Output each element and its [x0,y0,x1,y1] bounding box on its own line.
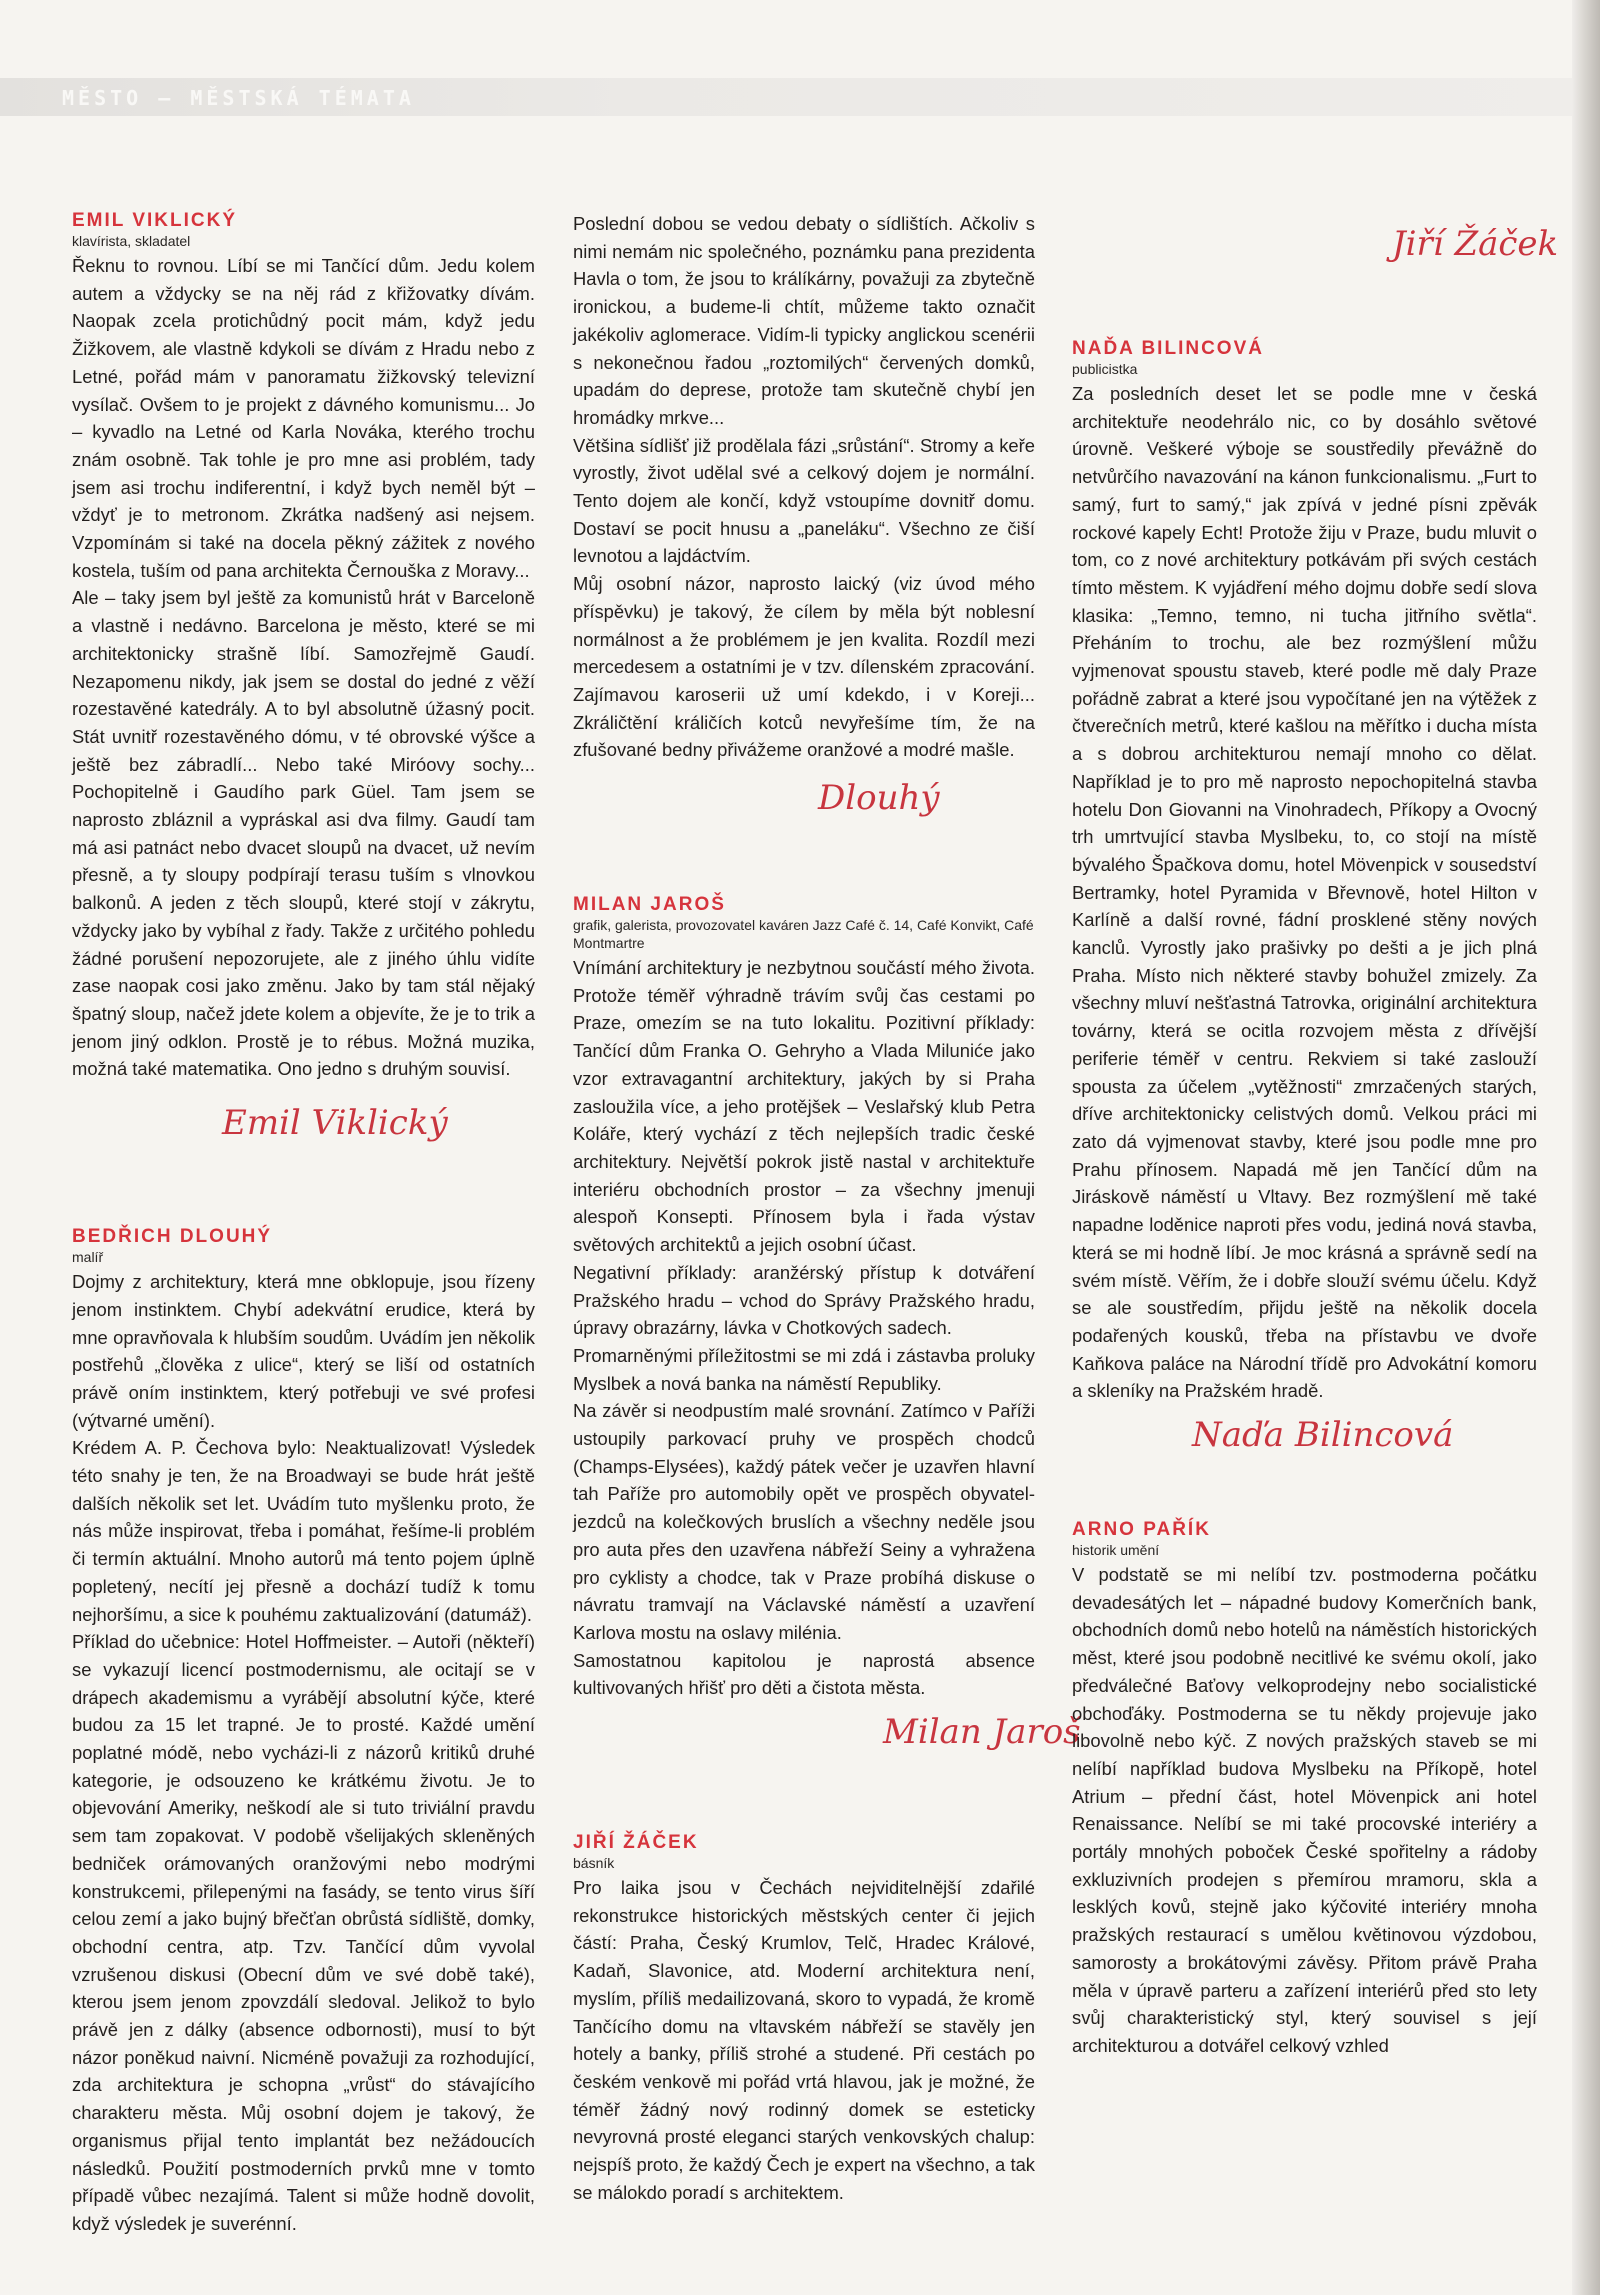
section-jaros [573,894,1081,1792]
paragraph: Negativní příklady: aranžérský přístup k dotváření Pražského hradu – vchod do Správy Pražského hradu, úpravy obrazárny, lávka v Chotkových sadech. [573,1261,1035,1339]
author-role: malíř [72,1249,104,1266]
paragraph: Na závěr si neodpustím malé srovnání. Zatímco v Paříži ustoupily parkovací pruhy ve prospěch chodců (Champs-Elysées), každý pátek večer je uzavřen hlavní tah Paříže pro automobily opět ve prospěch obyvatel-jezdců na kolečkových bruslích a všechny neděle jsou pro auta přes den uzavřena nábřeží Seiny a vyhražena pro cyklisty a chodce, tak v Praze probíhá diskuse o návratu tramvají na Václavské náměstí a uzavření Karlova mostu na oslavy milénia. [573,1400,1035,1643]
section-bilincova [1072,338,1537,1485]
paragraph: Řeknu to rovnou. Líbí se mi Tančící dům. Jedu kolem autem a vždycky se na něj rád z křižovatky dívám. Naopak zcela protichůdný pocit mám, když jedu Žižkovem, ale vlastně kdykoli se dívám z Hradu nebo z Letné, pořád mám v panoramatu žižkovský televizní vysílač. Ovšem to je projekt z dávného komunismu... Jo – kyvadlo na Letné od Karla Nováka, kterého trochu znám osobně. Tak tohle je pro mne asi problém, tady jsem asi trochu indiferentní, i když bych neměl být – vždyť je to metronom. Zkrátka nadšený asi nejsem. Vzpomínám si také na docela pěkný zážitek z nového kostela, tuším od pana architekta Černouška z Moravy... [72,255,535,581]
article-body [1072,1561,1537,2060]
author-name: MILAN JAROŠ [573,894,726,916]
article-body [72,1268,535,2238]
author-role: básník [573,1855,615,1872]
section-viklicky [72,210,535,1188]
article-body [573,210,1035,764]
paragraph: Krédem A. P. Čechova bylo: Neaktualizovat! Výsledek této snahy je ten, že na Broadwayi se bude hrát ještě dalších několik set let. Uvádím tuto myšlenku proto, že nás může inspirovat, třeba i pomáhat, řešíme-li problém či termín aktuální. Mnoho autorů má tento pojem úplně popletený, necítí jej přesně a dochází tudíž k tomu nejhoršímu, a sice k pouhému zaktualizování (datumáž). [72,1437,535,1625]
author-role: historik umění [1072,1542,1160,1559]
paragraph: Poslední dobou se vedou debaty o sídlištích. Ačkoliv s nimi nemám nic společného, poznámku pana prezidenta Havla o tom, že jsou to králíkárny, považuji za zbytečně ironickou, a budeme-li chtít, můžeme takto označit jakékoliv aglomerace. Vidím-li typicky anglickou scenérii s nekonečnou řadou „roztomilých“ červených domků, upadám do deprese, protože tam skutečně chybí jen hromádky mrkve... [573,213,1035,428]
section-dlouhy-continued [573,210,1035,858]
section-zacek-signature [1072,224,1559,304]
author-name: ARNO PAŘÍK [1072,1519,1211,1541]
author-role: grafik, galerista, provozovatel kaváren Jazz Café č. 14, Café Konvikt, Café Montmartre [573,917,1034,952]
paragraph: Dojmy z architektury, která mne obklopuje, jsou řízeny jenom instinktem. Chybí adekvátní erudice, která by mne opravňovala k hlubším soudům. Uvádím jen několik postřehů „člověka z ulice“, který se liší od ostatních právě oním instinktem, který potřebuji ve své profesi (výtvarné umění). [72,1271,535,1431]
author-name: NAĎA BILINCOVÁ [1072,338,1264,359]
section-zacek [573,1832,1035,2206]
signature: Emil Viklický [222,1103,448,1144]
column-1 [72,210,535,2246]
paragraph: Promarněnými příležitostmi se mi zdá i zástavba proluky Myslbek a nová banka na náměstí Republiky. [573,1344,1035,1394]
article-body [72,252,535,1083]
paragraph: Samostatnou kapitolou je naprostá absence kultivovaných hřišť pro děti a čistota města. [573,1649,1035,1699]
paragraph: Za posledních deset let se podle mne v česká architektuře neodehrálo nic, co by dosáhlo světové úrovně. Veškeré výboje se soustředily převážně do netvůrčího navazování na kánon funkcionalismu. „Furt to samý, furt to samý,“ jak zpívá v jedné písni zpěvák rockové kapely Echt! Protože žiju v Praze, budu mluvit o tom, co z nové architektury potkávám při svých cestách tímto městem. K vyjádření mého dojmu dobře sedí slova klasika: „Temno, temno, ni tucha jitřního světla“. Přeháním to trochu, ale bez rozmýšlení můžu vyjmenovat spoustu staveb, které podle mě daly Praze pořádně zabrat a které jsou vypočítané jen na výtěžek z čtverečních metrů, které kašlou na měřítko i ducha místa a s dobrou architekturou nemají mnoho co dělat. Například je to pro mě naprosto nepochopitelná stavba hotelu Don Giovanni na Vinohradech, Příkopy a Ovocný trh umrtvující stavba Myslbeku, to, co stojí na místě bývalého Špačkova domu, hotel Mövenpick v sousedství Bertramky, hotel Pyramida v Břevnově, hotel Hilton v Karlíně a další rovné, fádní prosklené stěny nových kanclů. Vyrostly jako prašivky po dešti a je jich plná Praha. Místo nich některé stavby bohužel zmizely. Za všechny mluví nešťastná Tatrovka, originální architektura továrny, která se ocitla rozvojem města z dřívější periferie téměř v centru. Rekviem si také zaslouží spousta za účelem „vytěžnosti“ zmrzačených starých, dříve architektonicky celistvých domů. Velkou práci mi zato dá vyjmenovat stavby, které jsou podle mne pro Prahu přínosem. Napadá mě jen Tančící dům na Jiráskově náměstí u Vltavy. Bez rozmýšlení mě také napadne loděnice naproti přes vodu, jediná nová stavba, která se mi hodně líbí. Je moc krásná a správně sedí na svém místě. Věřím, že i dobře slouží svému účelu. Když se ale soustředím, přijdu ještě na několik docela podařených kousků, třeba na přístavbu ve dvoře Kaňkova paláce na Národní třídě pro Advokátní komoru a skleníky na Pražském hradě. [1072,383,1537,1402]
paragraph: Většina sídlišť již prodělala fázi „srůstání“. Stromy a keře vyrostly, život udělal své a celkový dojem je normální. Tento dojem ale končí, když vstoupíme dovnitř domu. Dostaví se pocit hnusu a „paneláku“. Všechno ze čiší levnotou a lajdáctvím. [573,434,1035,567]
running-header: MĚSTO — MĚSTSKÁ TÉMATA [62,86,415,110]
paragraph: Vnímání architektury je nezbytnou součástí mého života. Protože téměř výhradně trávím svůj čas cestami po Praze, omezím se na tuto lokalitu. Pozitivní příklady: Tančící dům Franka O. Gehryho a Vlada Miluniće jako vzor extravagantní architektury, jakých by si Praha zasloužila více, a jeho protějšek – Veslařský klub Petra Koláře, který vychází z těch nejlepších tradic české architektury. Největší pokrok jistě nastal v architektuře interiéru obchodních prostor – za všechny jmenuji alespoň Konsepti. Přínosem byla i řada výstav světových architektů a jejich osobní účast. [573,957,1035,1256]
author-name: JIŘÍ ŽÁČEK [573,1832,699,1854]
paragraph: Pro laika jsou v Čechách nejviditelnější zdařilé rekonstrukce historických městských center či jejich částí: Praha, Český Krumlov, Telč, Hradec Králové, Kadaň, Slavonice, atd. Moderní architektura není, myslím, příliš medailizovaná, skoro to vypadá, že kromě Tančícího domu na vltavském nábřeží se stavěly jen hotely a banky, příliš strohé a studené. Při cestách po českém venkově mi pořád vrtá hlavou, jak je možné, že téměř žádný nový rodinný domek se esteticky nevyrovná prosté eleganci starých venkovských chalup: nejspíš proto, že každý Čech je expert na všechno, a tak se málokdo poradí s architektem. [573,1877,1035,2203]
author-name: BEDŘICH DLOUHÝ [72,1226,273,1248]
author-role: publicistka [1072,361,1138,377]
column-2 [573,210,1081,2214]
column-3 [1072,210,1559,2068]
author-name: EMIL VIKLICKÝ [72,210,237,231]
signature: Jiří Žáček [1392,224,1559,264]
signature: Naďa Bilincová [1192,1415,1454,1456]
paragraph: Můj osobní názor, naprosto laický (viz úvod mého příspěvku) je takový, že cílem by měla být noblesní normálnost a že problémem je jen kvalita. Rozdíl mezi mercedesem a ostatními je v tzv. dílenském zpracování. Zajímavou karoserii už umí kdekdo, i v Koreji... Zkráličtění králičích kotců nevyřešíme tím, že na zfušované bedny přivážeme oranžové a modré mašle. [573,573,1035,761]
signature: Milan Jaroš [883,1712,1081,1753]
section-dlouhy [72,1226,535,2238]
page-spine-shadow [1572,0,1600,2295]
article-body [573,1874,1035,2206]
author-role: klavírista, skladatel [72,233,191,249]
article-body [573,954,1035,1702]
signature: Dlouhý [818,778,940,819]
paragraph: Ale – taky jsem byl ještě za komunistů hrát v Barceloně a vlastně i nedávno. Barcelona je město, které se mi architektonicky strašně líbí. Samozřejmě Gaudí. Nezapomenu nikdy, jak jsem se dostal do jedné z věží rozestavěné katedrály. A to byl absolutně úžasný pocit. Stát uvnitř rozestavěného dómu, v té obrovské výšce a ještě bez zábradlí... Nebo také Miróovy sochy... Pochopitelně i Gaudího park Güel. Tam jsem se naprosto zbláznil a vypráskal asi dva filmy. Gaudí tam má asi patnáct nebo dvacet sloupů na dvacet, už nevím přesně, a ty sloupy podpírají terasu tuším s vlnovkou balkonů. A jeden z těch sloupů, které stojí v zákrytu, vždycky jako by vybíhal z řady. Takže z určitého pohledu žádné porušení nepozorujete, ale z jiného úhlu vidíte zase naopak cosi jako změnu. Jako by tam stál nějaký špatný sloup, načež jdete kolem a objevíte, že je to trik a jenom jiný odklon. Prostě je to rébus. Možná muzika, možná také matematika. Ono jedno s druhým souvisí. [72,587,535,1080]
article-body [1072,380,1537,1405]
section-parik [1072,1519,1537,2060]
paragraph: V podstatě se mi nelíbí tzv. postmoderna počátku devadesátých let – nápadné budovy Komerčních bank, obchodních domů nebo hotelů na náměstích historických měst, které jsou podobně necitlivé ke svému okolí, jako předválečné Baťovy velkoprodejny nebo socialistické obchoďáky. Postmoderna se tu někdy projevuje jako libovolně nebo kýč. Z nových pražských staveb se mi nelíbí například budova Myslbeku na Příkopě, hotel Atrium – přední část, hotel Mövenpick ani hotel Renaissance. Nelíbí se mi také procovské interiéry a portály mnohých poboček České spořitelny a rádoby exkluzivních prodejen s přemírou mramoru, skla a lesklých kovů, stejně jako kýčovité interiéry mnoha pražských restaurací s umělou květinovou výzdobou, samorosty a brokátovými závěsy. Přitom právě Praha měla v úpravě parteru a zařízení interiérů před sto lety svůj charakteristický styl, který souvisel s její architekturou a dotvářel celkový vzhled [1072,1564,1537,2056]
paragraph: Příklad do učebnice: Hotel Hoffmeister. – Autoři (někteří) se vykazují licencí postmodernismu, ale ocitají se v drápech akademismu a vyrábějí absolutní kýče, které budou za 15 let trapné. Je to prosté. Každé umění poplatné módě, nebo vycházi-li z názorů kritiků druhé kategorie, je odsouzeno ke krátkému životu. Je to objevování Ameriky, neškodí ale si tuto triviální pravdu sem tam zopakovat. V podobě všelijakých skleněných bedniček orámovaných oranžovými nebo modrými konstrukcemi, přilepenými na fasády, se tento virus šíří celou zemí a jako bujný břečťan obrůstá sídliště, domky, obchodní centra, atp. Tzv. Tančící dům vyvolal vzrušenou diskusi (Obecní dům ve své době také), kterou jsem jenom zpovzdálí sledoval. Jelikož to bylo právě jen z dálky (absence odbornosti), musí to být názor poněkud naivní. Nicméně považuji za rozhodující, zda architektura je schopna „vrůst“ do stávajícího charakteru města. Můj osobní dojem je takový, že organismus přijal tento implantát bez nežádoucích následků. Použití postmoderních prvků mne v tomto případě vůbec nezajímá. Talent si může hodně dovolit, když výsledek je suverénní. [72,1631,535,2234]
